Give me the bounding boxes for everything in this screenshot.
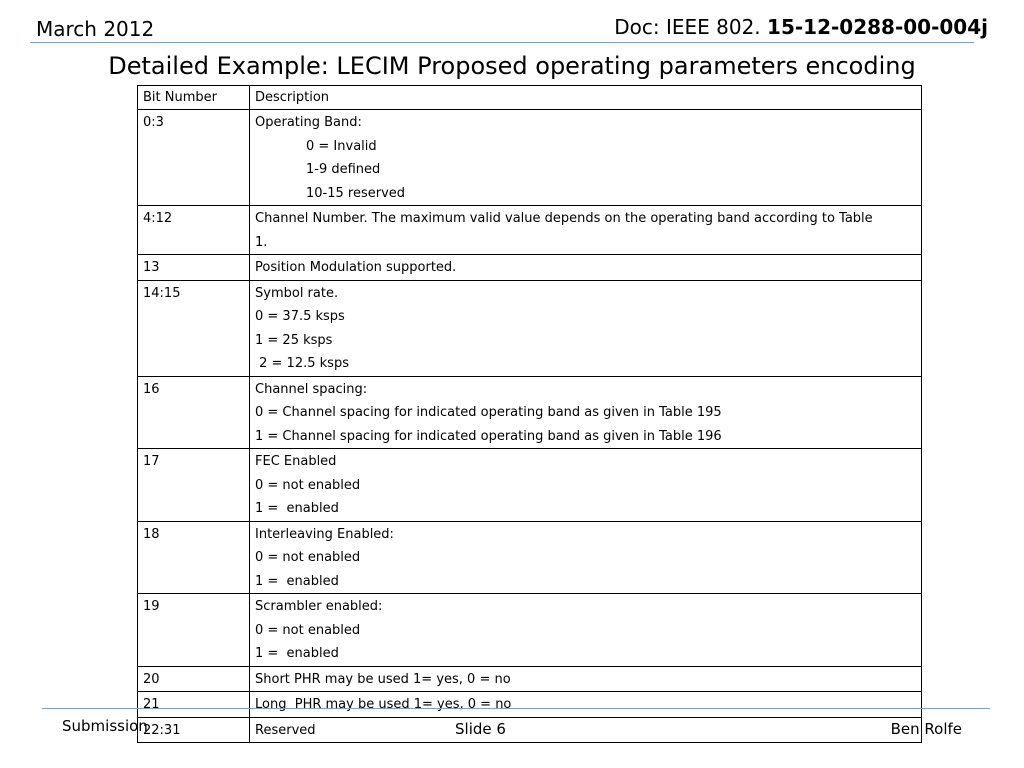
bit-number-cell: 17	[138, 449, 250, 522]
description-line: Channel Number. The maximum valid value depends on the operating band according to Table	[255, 211, 873, 226]
description-line: 0 = not enabled	[255, 477, 361, 493]
table-header-row	[138, 86, 922, 110]
description-line: Channel spacing:	[255, 381, 368, 397]
table-row	[138, 449, 922, 522]
footer-submission: Submission	[62, 717, 148, 735]
parameters-table	[137, 85, 922, 743]
description-cell	[250, 449, 922, 522]
table-row	[138, 206, 922, 255]
footer-slide-number: Slide 6	[455, 720, 506, 738]
table-row	[138, 280, 922, 376]
table-body	[138, 110, 922, 743]
table-row	[138, 594, 922, 667]
header-divider	[30, 42, 974, 43]
description-line: Position Modulation supported.	[255, 260, 457, 275]
description-line: Long PHR may be used 1= yes, 0 = no	[255, 697, 512, 712]
description-cell	[250, 255, 922, 281]
description-line: 1 = Channel spacing for indicated operating band as given in Table 196	[255, 428, 722, 444]
description-line: 0 = not enabled	[255, 550, 361, 565]
bit-number-cell: 20	[138, 666, 250, 692]
header-date: March 2012	[36, 17, 155, 41]
description-cell	[250, 666, 922, 692]
table-row	[138, 666, 922, 692]
description-line: 1.	[255, 234, 268, 250]
description-line: 1 = enabled	[255, 646, 339, 661]
description-line: Interleaving Enabled:	[255, 526, 394, 542]
doc-prefix: Doc: IEEE 802.	[614, 15, 768, 39]
description-line: Operating Band:	[255, 115, 362, 130]
table-row	[138, 255, 922, 281]
doc-number: 15-12-0288-00-004j	[767, 15, 988, 39]
footer-divider	[42, 708, 990, 709]
bit-number-cell: 0:3	[138, 110, 250, 206]
description-line: 1 = enabled	[255, 501, 339, 516]
bit-number-cell: 4:12	[138, 206, 250, 255]
bit-number-cell: 22:31	[138, 717, 250, 743]
description-line: 0 = 37.5 ksps	[255, 309, 345, 324]
description-line: 1 = enabled	[255, 573, 339, 589]
table-row	[138, 376, 922, 449]
description-line: 2 = 12.5 ksps	[255, 356, 349, 371]
footer-author: Ben Rolfe	[890, 720, 962, 738]
description-line: 10-15 reserved	[306, 185, 406, 201]
description-line: Reserved	[255, 722, 316, 738]
bit-number-cell: 16	[138, 376, 250, 449]
description-line: Symbol rate.	[255, 285, 339, 301]
description-line: Short PHR may be used 1= yes, 0 = no	[255, 671, 511, 687]
slide-title: Detailed Example: LECIM Proposed operating parameters encoding	[108, 52, 916, 80]
header-doc-id	[614, 15, 988, 39]
description-line: 1-9 defined	[306, 162, 381, 177]
description-line: 0 = Invalid	[306, 138, 377, 154]
table-row	[138, 521, 922, 594]
table-row	[138, 717, 922, 743]
description-cell	[250, 594, 922, 667]
bit-number-cell: 13	[138, 255, 250, 281]
description-cell	[250, 206, 922, 255]
description-cell	[250, 521, 922, 594]
description-cell	[250, 692, 922, 718]
header-description: Description	[250, 86, 922, 110]
description-cell	[250, 376, 922, 449]
description-line: 0 = Channel spacing for indicated operating band as given in Table 195	[255, 405, 722, 420]
description-cell	[250, 110, 922, 206]
table-row	[138, 692, 922, 718]
table-row	[138, 110, 922, 206]
description-cell	[250, 280, 922, 376]
description-line: 1 = 25 ksps	[255, 332, 333, 348]
bit-number-cell: 21	[138, 692, 250, 718]
description-line: Scrambler enabled:	[255, 599, 383, 614]
description-line: 0 = not enabled	[255, 622, 361, 638]
description-line: FEC Enabled	[255, 454, 337, 469]
bit-number-cell: 19	[138, 594, 250, 667]
bit-number-cell: 18	[138, 521, 250, 594]
bit-number-cell: 14:15	[138, 280, 250, 376]
description-cell	[250, 717, 922, 743]
header-bit-number: Bit Number	[138, 86, 250, 110]
